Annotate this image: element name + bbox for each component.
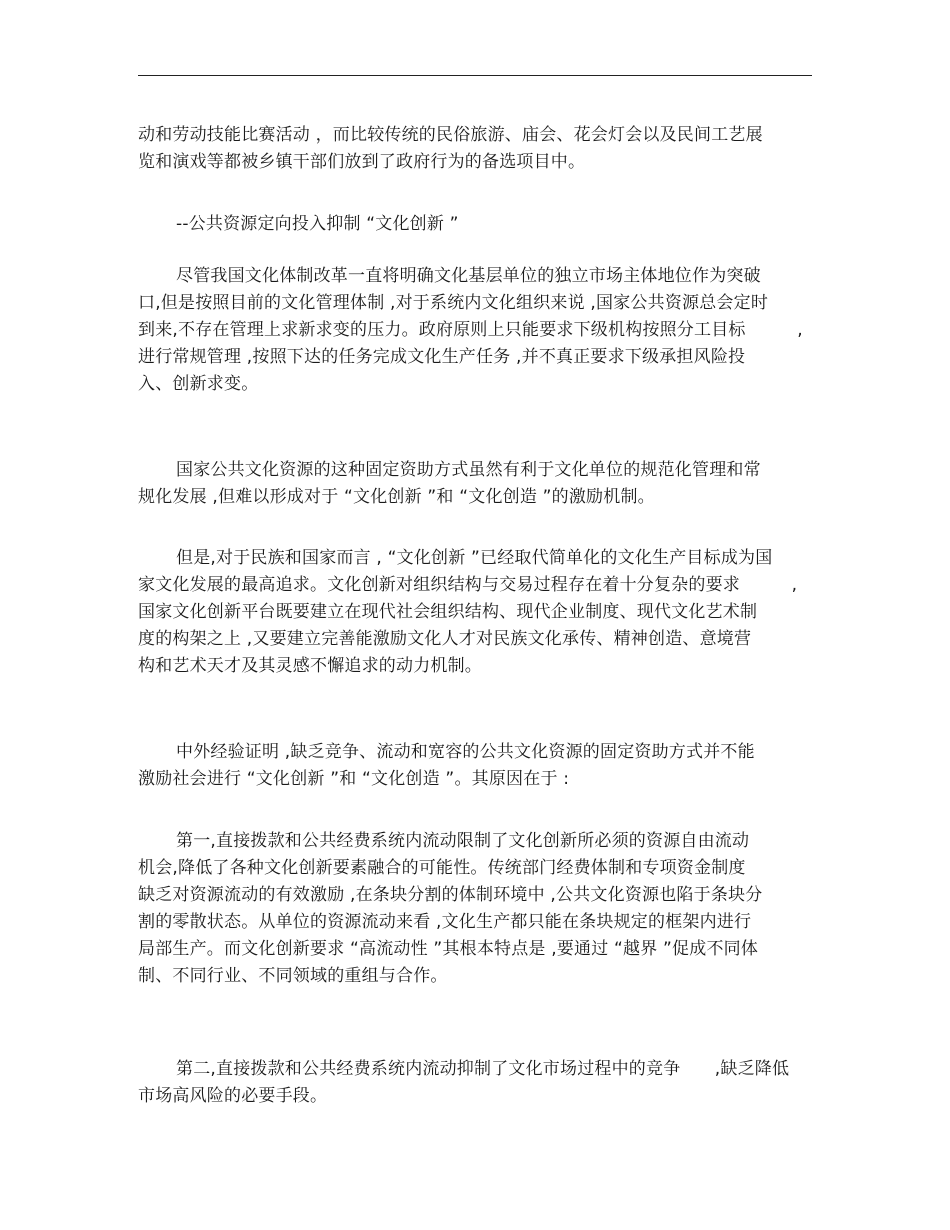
paragraph-4 <box>138 545 818 680</box>
paragraph-line: 局部生产。而文化创新要求 “高流动性 ”其根本特点是 ,要通过 “越界 ”促成不同体 <box>138 939 759 959</box>
paragraph-line: 缺乏对资源流动的有效激励 ,在条块分割的体制环境中 ,公共文化资源也陷于条块分 <box>138 885 763 905</box>
paragraph-6 <box>138 828 818 990</box>
paragraph-line: 市场高风险的必要手段。 <box>138 1086 328 1106</box>
paragraph-line: 度的构架之上 ,又要建立完善能激励文化人才对民族文化承传、精神创造、意境营 <box>138 629 752 649</box>
section-heading <box>138 211 818 238</box>
heading-line: --公共资源定向投入抑制 “文化创新 ” <box>176 214 459 234</box>
paragraph-line: 规化发展 ,但难以形成对于 “文化创新 ”和 “文化创造 ”的激励机制。 <box>138 487 655 507</box>
paragraph-line: 中外经验证明 ,缺乏竞争、流动和宽容的公共文化资源的固定资助方式并不能 <box>176 742 755 762</box>
paragraph-line: 激励社会进行 “文化创新 ”和 “文化创造 ”。其原因在于 : <box>138 769 570 789</box>
paragraph-line: 第一,直接拨款和公共经费系统内流动限制了文化创新所必须的资源自由流动 <box>176 831 750 851</box>
paragraph-3 <box>138 457 818 511</box>
paragraph-line: 到来,不存在管理上求新求变的压力。政府原则上只能要求下级机构按照分工目标 , <box>138 320 803 340</box>
paragraph-line: 家文化发展的最高追求。文化创新对组织结构与交易过程存在着十分复杂的要求 , <box>138 575 798 595</box>
paragraph-line: 览和演戏等都被乡镇干部们放到了政府行为的备选项目中。 <box>138 152 586 172</box>
paragraph-line: 口,但是按照目前的文化管理体制 ,对于系统内文化组织来说 ,国家公共资源总会定时 <box>138 293 769 313</box>
header-rule <box>138 75 812 76</box>
paragraph-line: 第二,直接拨款和公共经费系统内流动抑制了文化市场过程中的竞争 ,缺乏降低 <box>176 1059 790 1079</box>
paragraph-5 <box>138 739 818 793</box>
paragraph-7 <box>138 1056 818 1110</box>
paragraph-line: 机会,降低了各种文化创新要素融合的可能性。传统部门经费体制和专项资金制度 <box>138 858 746 878</box>
paragraph-line: 国家公共文化资源的这种固定资助方式虽然有利于文化单位的规范化管理和常 <box>176 460 761 480</box>
paragraph-line: 但是,对于民族和国家而言 , “文化创新 ”已经取代简单化的文化生产目标成为国 <box>176 548 773 568</box>
paragraph-line: 制、不同行业、不同领域的重组与合作。 <box>138 966 448 986</box>
paragraph-line: 尽管我国文化体制改革一直将明确文化基层单位的独立市场主体地位作为突破 <box>176 266 761 286</box>
paragraph-line: 构和艺术天才及其灵感不懈追求的动力机制。 <box>138 656 482 676</box>
paragraph-line: 割的零散状态。从单位的资源流动来看 ,文化生产都只能在条块规定的框架内进行 <box>138 912 752 932</box>
paragraph-1 <box>138 122 818 176</box>
paragraph-2 <box>138 263 818 398</box>
paragraph-line: 进行常规管理 ,按照下达的任务完成文化生产任务 ,并不真正要求下级承担风险投 <box>138 347 746 367</box>
paragraph-line: 动和劳动技能比赛活动 ，而比较传统的民俗旅游、庙会、花会灯会以及民间工艺展 <box>138 125 763 145</box>
paragraph-line: 国家文化创新平台既要建立在现代社会组织结构、现代企业制度、现代文化艺术制 <box>138 602 758 622</box>
paragraph-line: 入、创新求变。 <box>138 374 259 394</box>
